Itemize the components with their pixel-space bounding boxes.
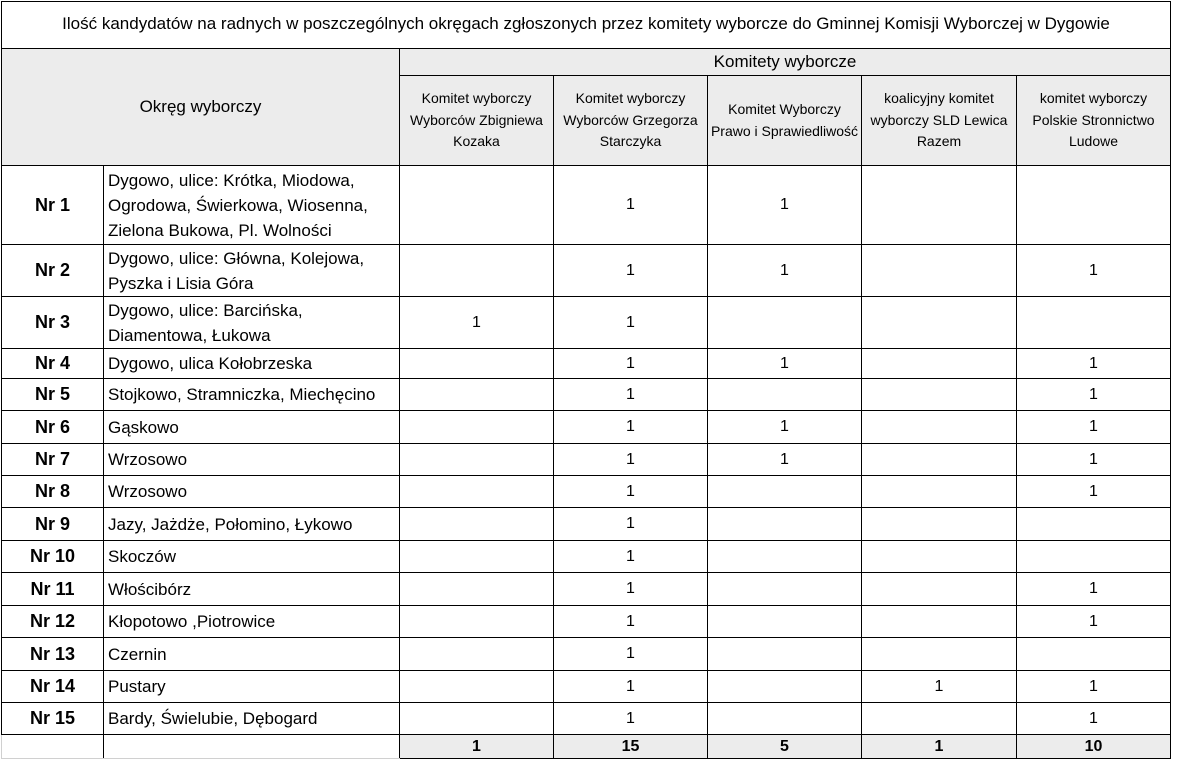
candidate-count-cell: 1 [708, 245, 862, 297]
candidate-count-cell: 1 [1017, 573, 1171, 606]
candidate-count-cell: 1 [1017, 411, 1171, 444]
table-row [2, 703, 1171, 735]
candidate-count-cell [862, 444, 1017, 476]
candidate-count-cell: 1 [554, 541, 708, 573]
district-number: Nr 1 [2, 166, 104, 245]
candidate-count-cell [400, 411, 554, 444]
candidate-count-cell: 1 [1017, 671, 1171, 703]
candidate-count-cell [708, 573, 862, 606]
candidates-table [1, 1, 1171, 759]
candidate-count-cell: 1 [554, 349, 708, 379]
district-area: Kłopotowo ,Piotrowice [104, 606, 400, 638]
candidate-count-cell [862, 349, 1017, 379]
district-area: Dygowo, ulice: Barcińska, Diamentowa, Łukowa [104, 297, 400, 349]
table-row [2, 349, 1171, 379]
candidate-count-cell [400, 379, 554, 411]
candidate-count-cell: 1 [554, 573, 708, 606]
district-number: Nr 7 [2, 444, 104, 476]
table-row [2, 476, 1171, 508]
candidate-count-cell: 1 [708, 349, 862, 379]
candidate-count-cell [708, 508, 862, 541]
candidate-count-cell: 1 [554, 606, 708, 638]
table-row [2, 508, 1171, 541]
committee-header: Komitet wyborczy Wyborców Grzegorza Starczyka [554, 76, 708, 166]
total-cell: 15 [554, 735, 708, 759]
table-row [2, 297, 1171, 349]
empty-cell [104, 735, 400, 759]
candidate-count-cell [862, 411, 1017, 444]
district-number: Nr 10 [2, 541, 104, 573]
district-number: Nr 3 [2, 297, 104, 349]
candidate-count-cell: 1 [1017, 444, 1171, 476]
table-row [2, 444, 1171, 476]
candidate-count-cell [708, 703, 862, 735]
candidate-count-cell: 1 [554, 703, 708, 735]
total-cell: 10 [1017, 735, 1171, 759]
candidate-count-cell [1017, 541, 1171, 573]
district-area: Włościbórz [104, 573, 400, 606]
total-cell: 1 [862, 735, 1017, 759]
candidate-count-cell: 1 [1017, 476, 1171, 508]
candidate-count-cell [862, 703, 1017, 735]
candidate-count-cell [862, 573, 1017, 606]
district-area: Pustary [104, 671, 400, 703]
candidate-count-cell: 1 [708, 411, 862, 444]
committee-header: Komitet wyborczy Wyborców Zbigniewa Kozaka [400, 76, 554, 166]
candidate-count-cell: 1 [1017, 703, 1171, 735]
district-number: Nr 9 [2, 508, 104, 541]
candidate-count-cell: 1 [554, 671, 708, 703]
candidate-count-cell: 1 [1017, 606, 1171, 638]
total-cell: 1 [400, 735, 554, 759]
district-area: Czernin [104, 638, 400, 671]
table-row [2, 166, 1171, 245]
candidate-count-cell [862, 508, 1017, 541]
district-number: Nr 5 [2, 379, 104, 411]
candidate-count-cell [862, 245, 1017, 297]
district-area: Bardy, Świelubie, Dębogard [104, 703, 400, 735]
candidate-count-cell: 1 [708, 444, 862, 476]
table-row [2, 411, 1171, 444]
komitety-header: Komitety wyborcze [400, 49, 1171, 76]
committee-header: komitet wyborczy Polskie Stronnictwo Ludowe [1017, 76, 1171, 166]
district-area: Jazy, Jażdże, Połomino, Łykowo [104, 508, 400, 541]
candidate-count-cell: 1 [554, 166, 708, 245]
candidate-count-cell: 1 [554, 444, 708, 476]
candidate-count-cell: 1 [554, 638, 708, 671]
candidate-count-cell [1017, 508, 1171, 541]
district-number: Nr 2 [2, 245, 104, 297]
candidate-count-cell [708, 606, 862, 638]
candidate-count-cell [708, 297, 862, 349]
candidate-count-cell: 1 [400, 297, 554, 349]
candidate-count-cell [400, 476, 554, 508]
district-area: Skoczów [104, 541, 400, 573]
candidate-count-cell [400, 606, 554, 638]
table-row [2, 606, 1171, 638]
empty-cell [2, 735, 104, 759]
district-number: Nr 14 [2, 671, 104, 703]
totals-row [2, 735, 1171, 759]
district-area: Gąskowo [104, 411, 400, 444]
candidate-count-cell [708, 541, 862, 573]
candidate-count-cell [400, 166, 554, 245]
candidate-count-cell [400, 638, 554, 671]
candidate-count-cell [400, 444, 554, 476]
district-area: Dygowo, ulice: Główna, Kolejowa, Pyszka i Lisia Góra [104, 245, 400, 297]
table-row [2, 638, 1171, 671]
district-area: Dygowo, ulica Kołobrzeska [104, 349, 400, 379]
candidate-count-cell [1017, 638, 1171, 671]
committee-header: Komitet Wyborczy Prawo i Sprawiedliwość [708, 76, 862, 166]
candidate-count-cell [862, 541, 1017, 573]
table-row [2, 245, 1171, 297]
candidate-count-cell [862, 379, 1017, 411]
table-row [2, 671, 1171, 703]
district-area: Stojkowo, Stramniczka, Miechęcino [104, 379, 400, 411]
candidate-count-cell: 1 [1017, 379, 1171, 411]
district-number: Nr 11 [2, 573, 104, 606]
table-row [2, 573, 1171, 606]
district-number: Nr 15 [2, 703, 104, 735]
candidate-count-cell: 1 [554, 476, 708, 508]
candidate-count-cell [400, 671, 554, 703]
table-title: Ilość kandydatów na radnych w poszczególnych okręgach zgłoszonych przez komitety wyborcze do Gminnej Komisji Wyborczej w Dygowie [2, 2, 1171, 49]
okreg-header: Okręg wyborczy [2, 49, 400, 166]
candidate-count-cell: 1 [708, 166, 862, 245]
candidate-count-cell [862, 638, 1017, 671]
candidate-count-cell [1017, 166, 1171, 245]
candidate-count-cell [400, 508, 554, 541]
candidate-count-cell: 1 [554, 245, 708, 297]
candidate-count-cell: 1 [554, 297, 708, 349]
district-number: Nr 6 [2, 411, 104, 444]
candidate-count-cell: 1 [1017, 349, 1171, 379]
total-cell: 5 [708, 735, 862, 759]
district-area: Wrzosowo [104, 476, 400, 508]
candidate-count-cell [862, 476, 1017, 508]
candidate-count-cell [708, 379, 862, 411]
district-number: Nr 12 [2, 606, 104, 638]
candidate-count-cell [400, 703, 554, 735]
candidate-count-cell [862, 166, 1017, 245]
candidate-count-cell [400, 541, 554, 573]
candidate-count-cell: 1 [554, 508, 708, 541]
candidate-count-cell [862, 606, 1017, 638]
candidate-count-cell [708, 638, 862, 671]
table-row [2, 541, 1171, 573]
candidate-count-cell [400, 245, 554, 297]
candidate-count-cell [708, 671, 862, 703]
district-area: Wrzosowo [104, 444, 400, 476]
district-number: Nr 13 [2, 638, 104, 671]
candidate-count-cell [1017, 297, 1171, 349]
district-area: Dygowo, ulice: Krótka, Miodowa, Ogrodowa, Świerkowa, Wiosenna, Zielona Bukowa, Pl. Wolności [104, 166, 400, 245]
candidate-count-cell [862, 297, 1017, 349]
district-number: Nr 4 [2, 349, 104, 379]
candidate-count-cell: 1 [862, 671, 1017, 703]
candidate-count-cell: 1 [554, 411, 708, 444]
candidate-count-cell [708, 476, 862, 508]
candidate-count-cell: 1 [554, 379, 708, 411]
candidate-count-cell [400, 349, 554, 379]
table-row [2, 379, 1171, 411]
candidate-count-cell [400, 573, 554, 606]
district-number: Nr 8 [2, 476, 104, 508]
committee-header: koalicyjny komitet wyborczy SLD Lewica Razem [862, 76, 1017, 166]
candidate-count-cell: 1 [1017, 245, 1171, 297]
